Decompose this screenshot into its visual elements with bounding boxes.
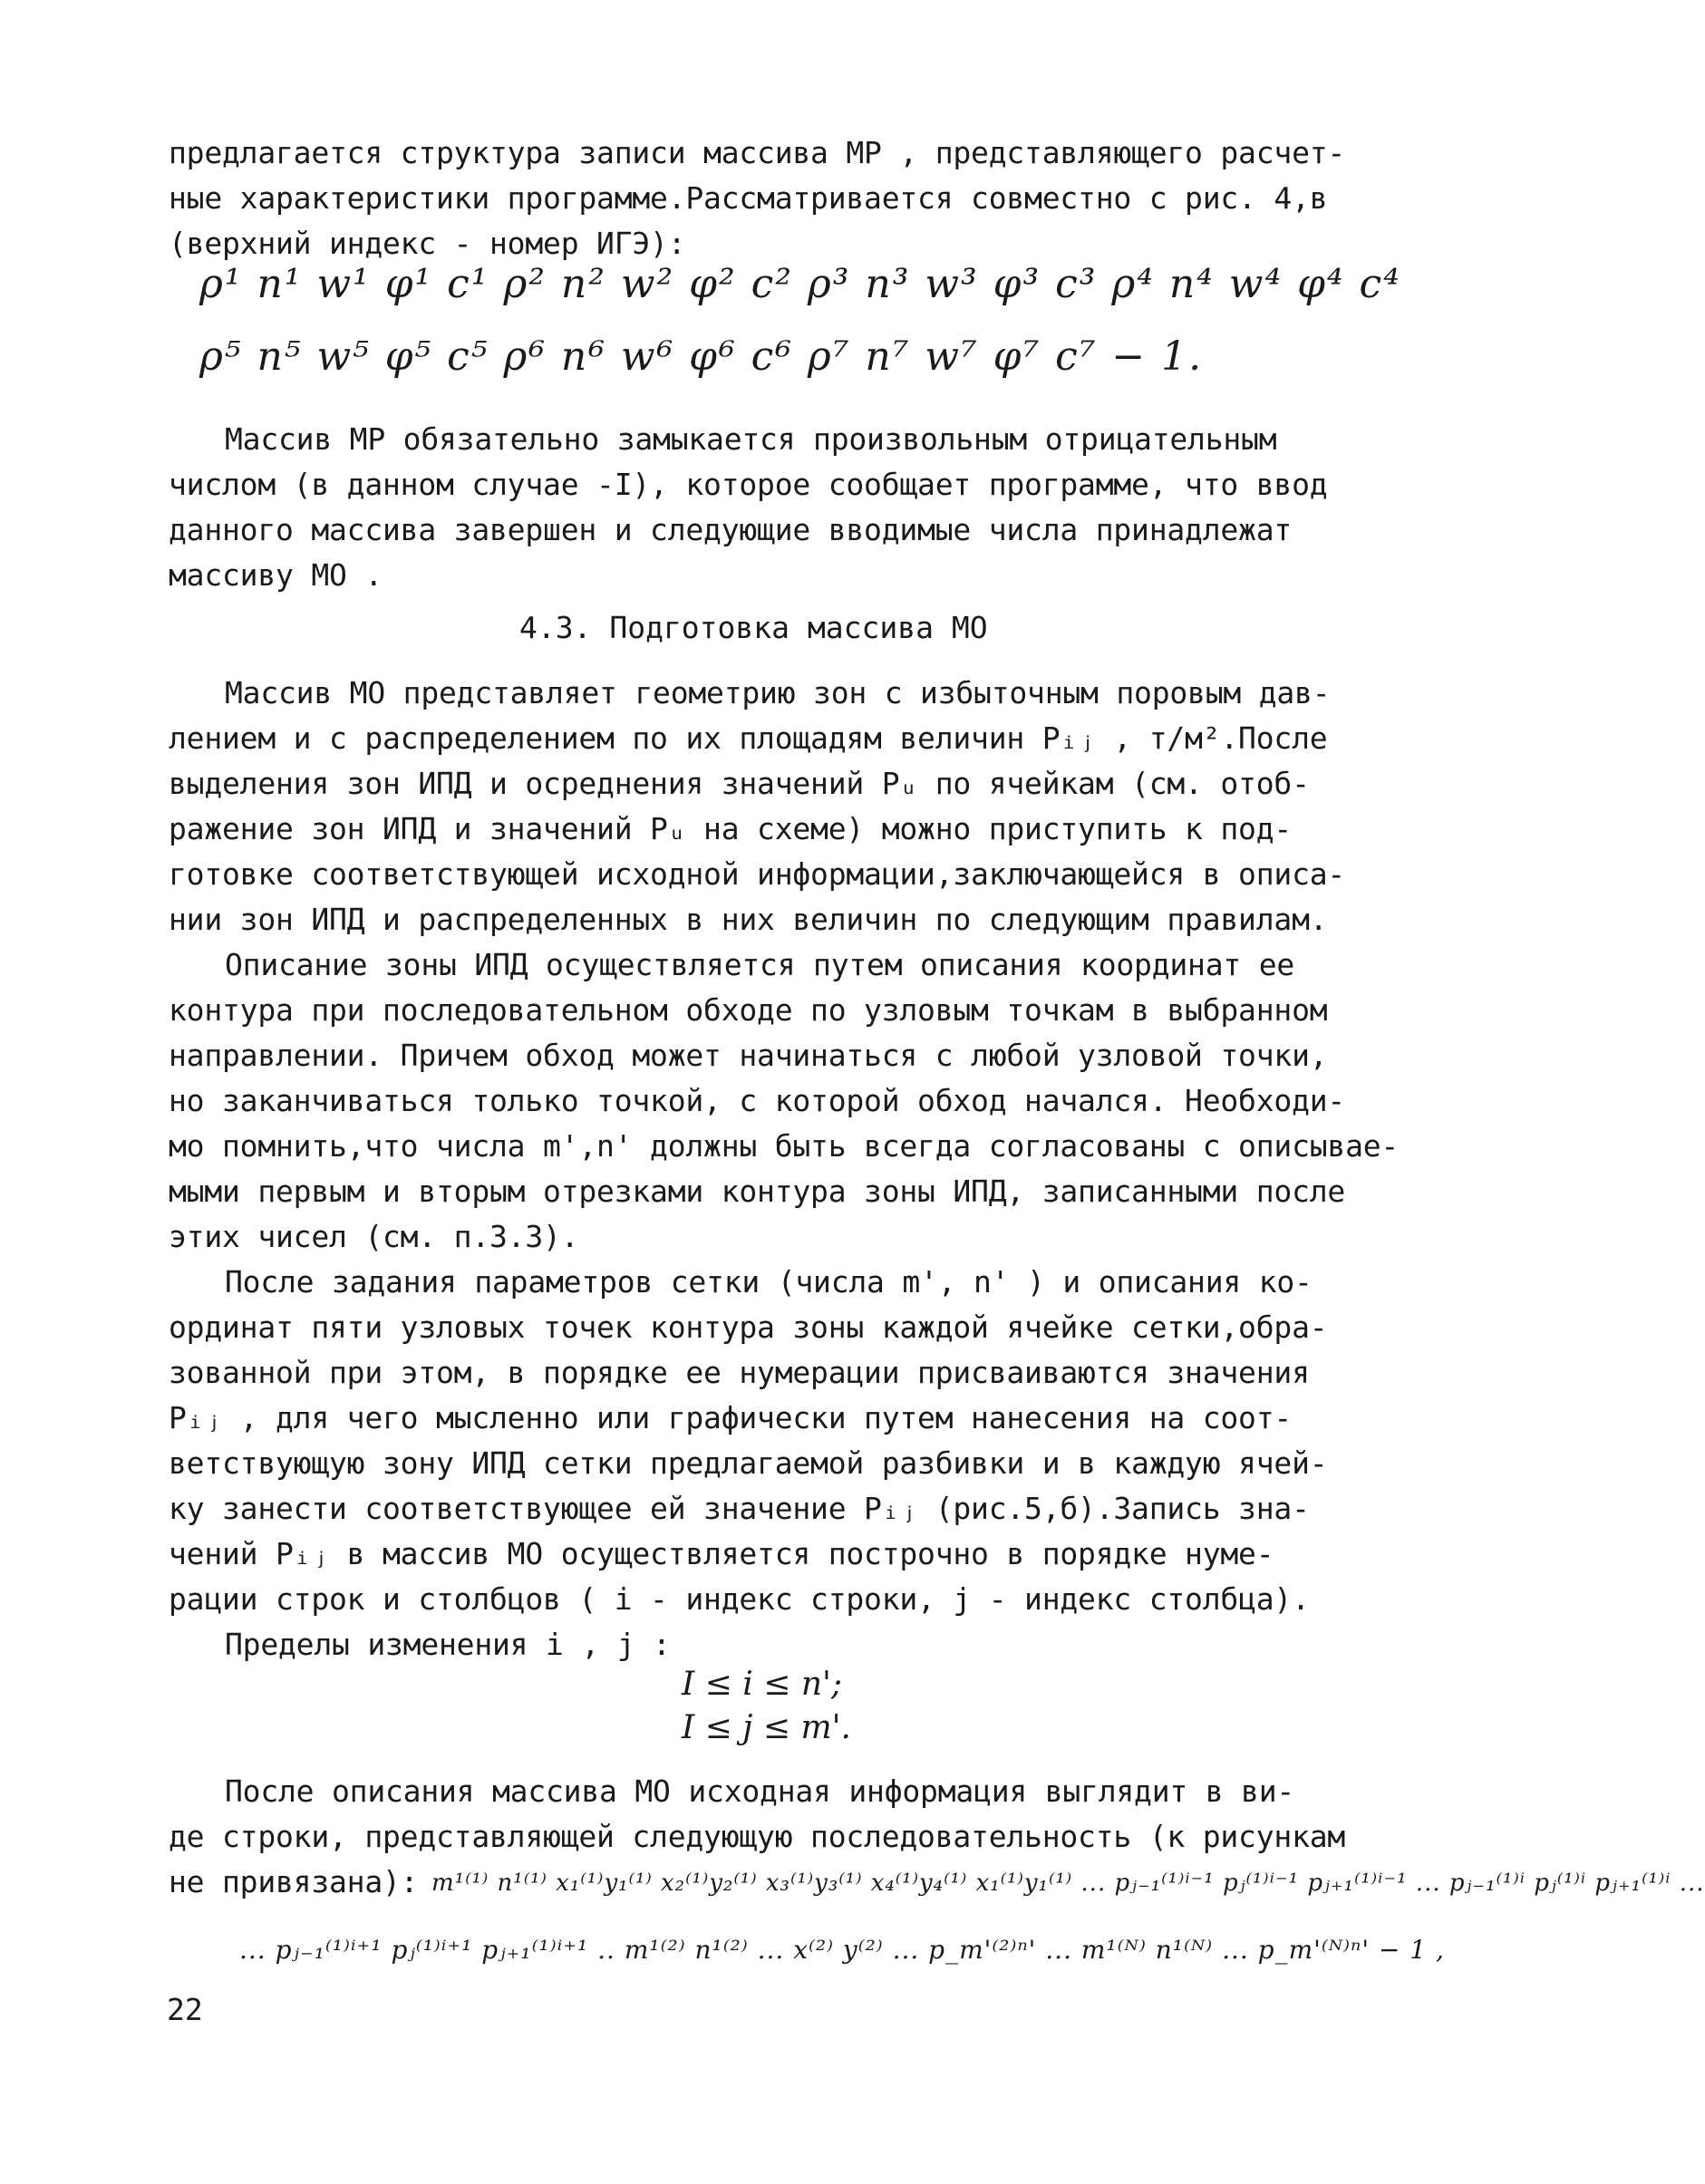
text-line: чений Pᵢⱼ в массив МО осуществляется построчно в порядке нуме-	[169, 1536, 1274, 1571]
text-line: мо помнить,что числа m',n' должны быть всегда согласованы с описывае-	[169, 1128, 1400, 1164]
text-line: направлении. Причем обход может начинаться с любой узловой точки,	[169, 1038, 1328, 1073]
text-line: ку занести соответствующее ей значение Pᵢⱼ (рис.5,б).Запись зна-	[169, 1491, 1310, 1526]
text-line: де строки, представляющей следующую последовательность (к рисункам	[169, 1819, 1346, 1854]
text-line: Массив МР обязательно замыкается произвольным отрицательным	[225, 421, 1277, 457]
text-line: лением и с распределением по их площадям величин Pᵢⱼ , т/м².После	[169, 720, 1328, 756]
text-line: ординат пяти узловых точек контура зоны каждой ячейке сетки,обра-	[169, 1309, 1328, 1345]
text-line: зованной при этом, в порядке ее нумерации присваиваются значения	[169, 1355, 1310, 1390]
page-number: 22	[167, 1992, 203, 2027]
mo-paragraph	[169, 671, 1383, 942]
intro-paragraph	[169, 130, 1383, 266]
text-line: готовке соответствующей исходной информации,заключающейся в описа-	[169, 856, 1346, 892]
text-line: числом (в данном случае -I), которое сообщает программе, что ввод	[169, 467, 1328, 502]
text-line: рации строк и столбцов ( i - индекс строки, j - индекс столбца).	[169, 1581, 1310, 1617]
text-line: ветствующую зону ИПД сетки предлагаемой разбивки и в каждую ячей-	[169, 1445, 1328, 1481]
text-line: После описания массива МО исходная информация выглядит в ви-	[225, 1773, 1295, 1809]
sequence-line-1: m¹⁽¹⁾ n¹⁽¹⁾ x₁⁽¹⁾y₁⁽¹⁾ x₂⁽¹⁾y₂⁽¹⁾ x₃⁽¹⁾y₃⁽¹⁾ x₄⁽¹⁾y₄⁽¹⁾ x₁⁽¹⁾y₁⁽¹⁾ ... pⱼ₋₁⁽¹⁾ⁱ⁻¹ pⱼ⁽¹⁾ⁱ⁻¹ pⱼ₊₁⁽¹⁾ⁱ⁻¹ ... pⱼ₋₁⁽¹⁾ⁱ pⱼ⁽¹⁾ⁱ pⱼ₊₁⁽¹⁾ⁱ ...	[431, 1870, 1705, 1897]
text-line: Описание зоны ИПД осуществляется путем описания координат ее	[225, 947, 1295, 982]
inequality-i: I ≤ i ≤ n';	[682, 1666, 843, 1703]
text-line: Pᵢⱼ , для чего мысленно или графически путем нанесения на соот-	[169, 1400, 1293, 1435]
inequality-j: I ≤ j ≤ m'.	[682, 1709, 851, 1746]
text-line: мыми первым и вторым отрезками контура зоны ИПД, записанными после	[169, 1174, 1346, 1209]
text-line: предлагается структура записи массива МР , представляющего расчет-	[169, 135, 1346, 170]
text-line: (верхний индекс - номер ИГЭ):	[169, 226, 686, 261]
text-line: После задания параметров сетки (числа m', n' ) и описания ко-	[225, 1264, 1313, 1300]
text-line: массиву МО .	[169, 557, 383, 593]
grid-paragraph	[169, 1260, 1383, 1622]
text-line: данного массива завершен и следующие вводимые числа принадлежат	[169, 512, 1293, 547]
limits-label: Пределы изменения i , j :	[225, 1627, 671, 1662]
mp-paragraph	[169, 417, 1383, 598]
text-line: ные характеристики программе.Рассматривается совместно с рис. 4,в	[169, 180, 1328, 216]
text-line: контура при последовательном обходе по узловым точкам в выбранном	[169, 992, 1328, 1028]
limits-label-block	[169, 1622, 1383, 1667]
text-line: но заканчиваться только точкой, с которой обход начался. Необходи-	[169, 1083, 1346, 1118]
text-line: Массив МО представляет геометрию зон с избыточным поровым дав-	[225, 675, 1331, 710]
sequence-line-2: ... pⱼ₋₁⁽¹⁾ⁱ⁺¹ pⱼ⁽¹⁾ⁱ⁺¹ pⱼ₊₁⁽¹⁾ⁱ⁺¹ .. m¹⁽²⁾ n¹⁽²⁾ ... x⁽²⁾ y⁽²⁾ ... p_m'⁽²⁾ⁿ' ... m¹⁽ᴺ⁾ n¹⁽ᴺ⁾ ... p_m'⁽ᴺ⁾ⁿ' − 1 ,	[239, 1935, 1445, 1965]
section-heading: 4.3. Подготовка массива МО	[519, 610, 988, 645]
text-line: этих чисел (см. п.3.3).	[169, 1219, 579, 1254]
text-line: не привязана):	[169, 1864, 419, 1899]
formula-mp-line-1: ρ¹ n¹ w¹ φ¹ c¹ ρ² n² w² φ² c² ρ³ n³ w³ φ³ c³ ρ⁴ n⁴ w⁴ φ⁴ c⁴	[199, 261, 1401, 307]
text-line: выделения зон ИПД и осреднения значений Pᵤ по ячейкам (см. отоб-	[169, 766, 1310, 801]
formula-mp-line-2: ρ⁵ n⁵ w⁵ φ⁵ c⁵ ρ⁶ n⁶ w⁶ φ⁶ c⁶ ρ⁷ n⁷ w⁷ φ⁷ c⁷ − 1.	[199, 333, 1204, 380]
contour-paragraph	[169, 942, 1400, 1260]
text-line: ражение зон ИПД и значений Pᵤ на схеме) можно приступить к под-	[169, 811, 1293, 846]
text-line: нии зон ИПД и распределенных в них величин по следующим правилам.	[169, 902, 1328, 937]
